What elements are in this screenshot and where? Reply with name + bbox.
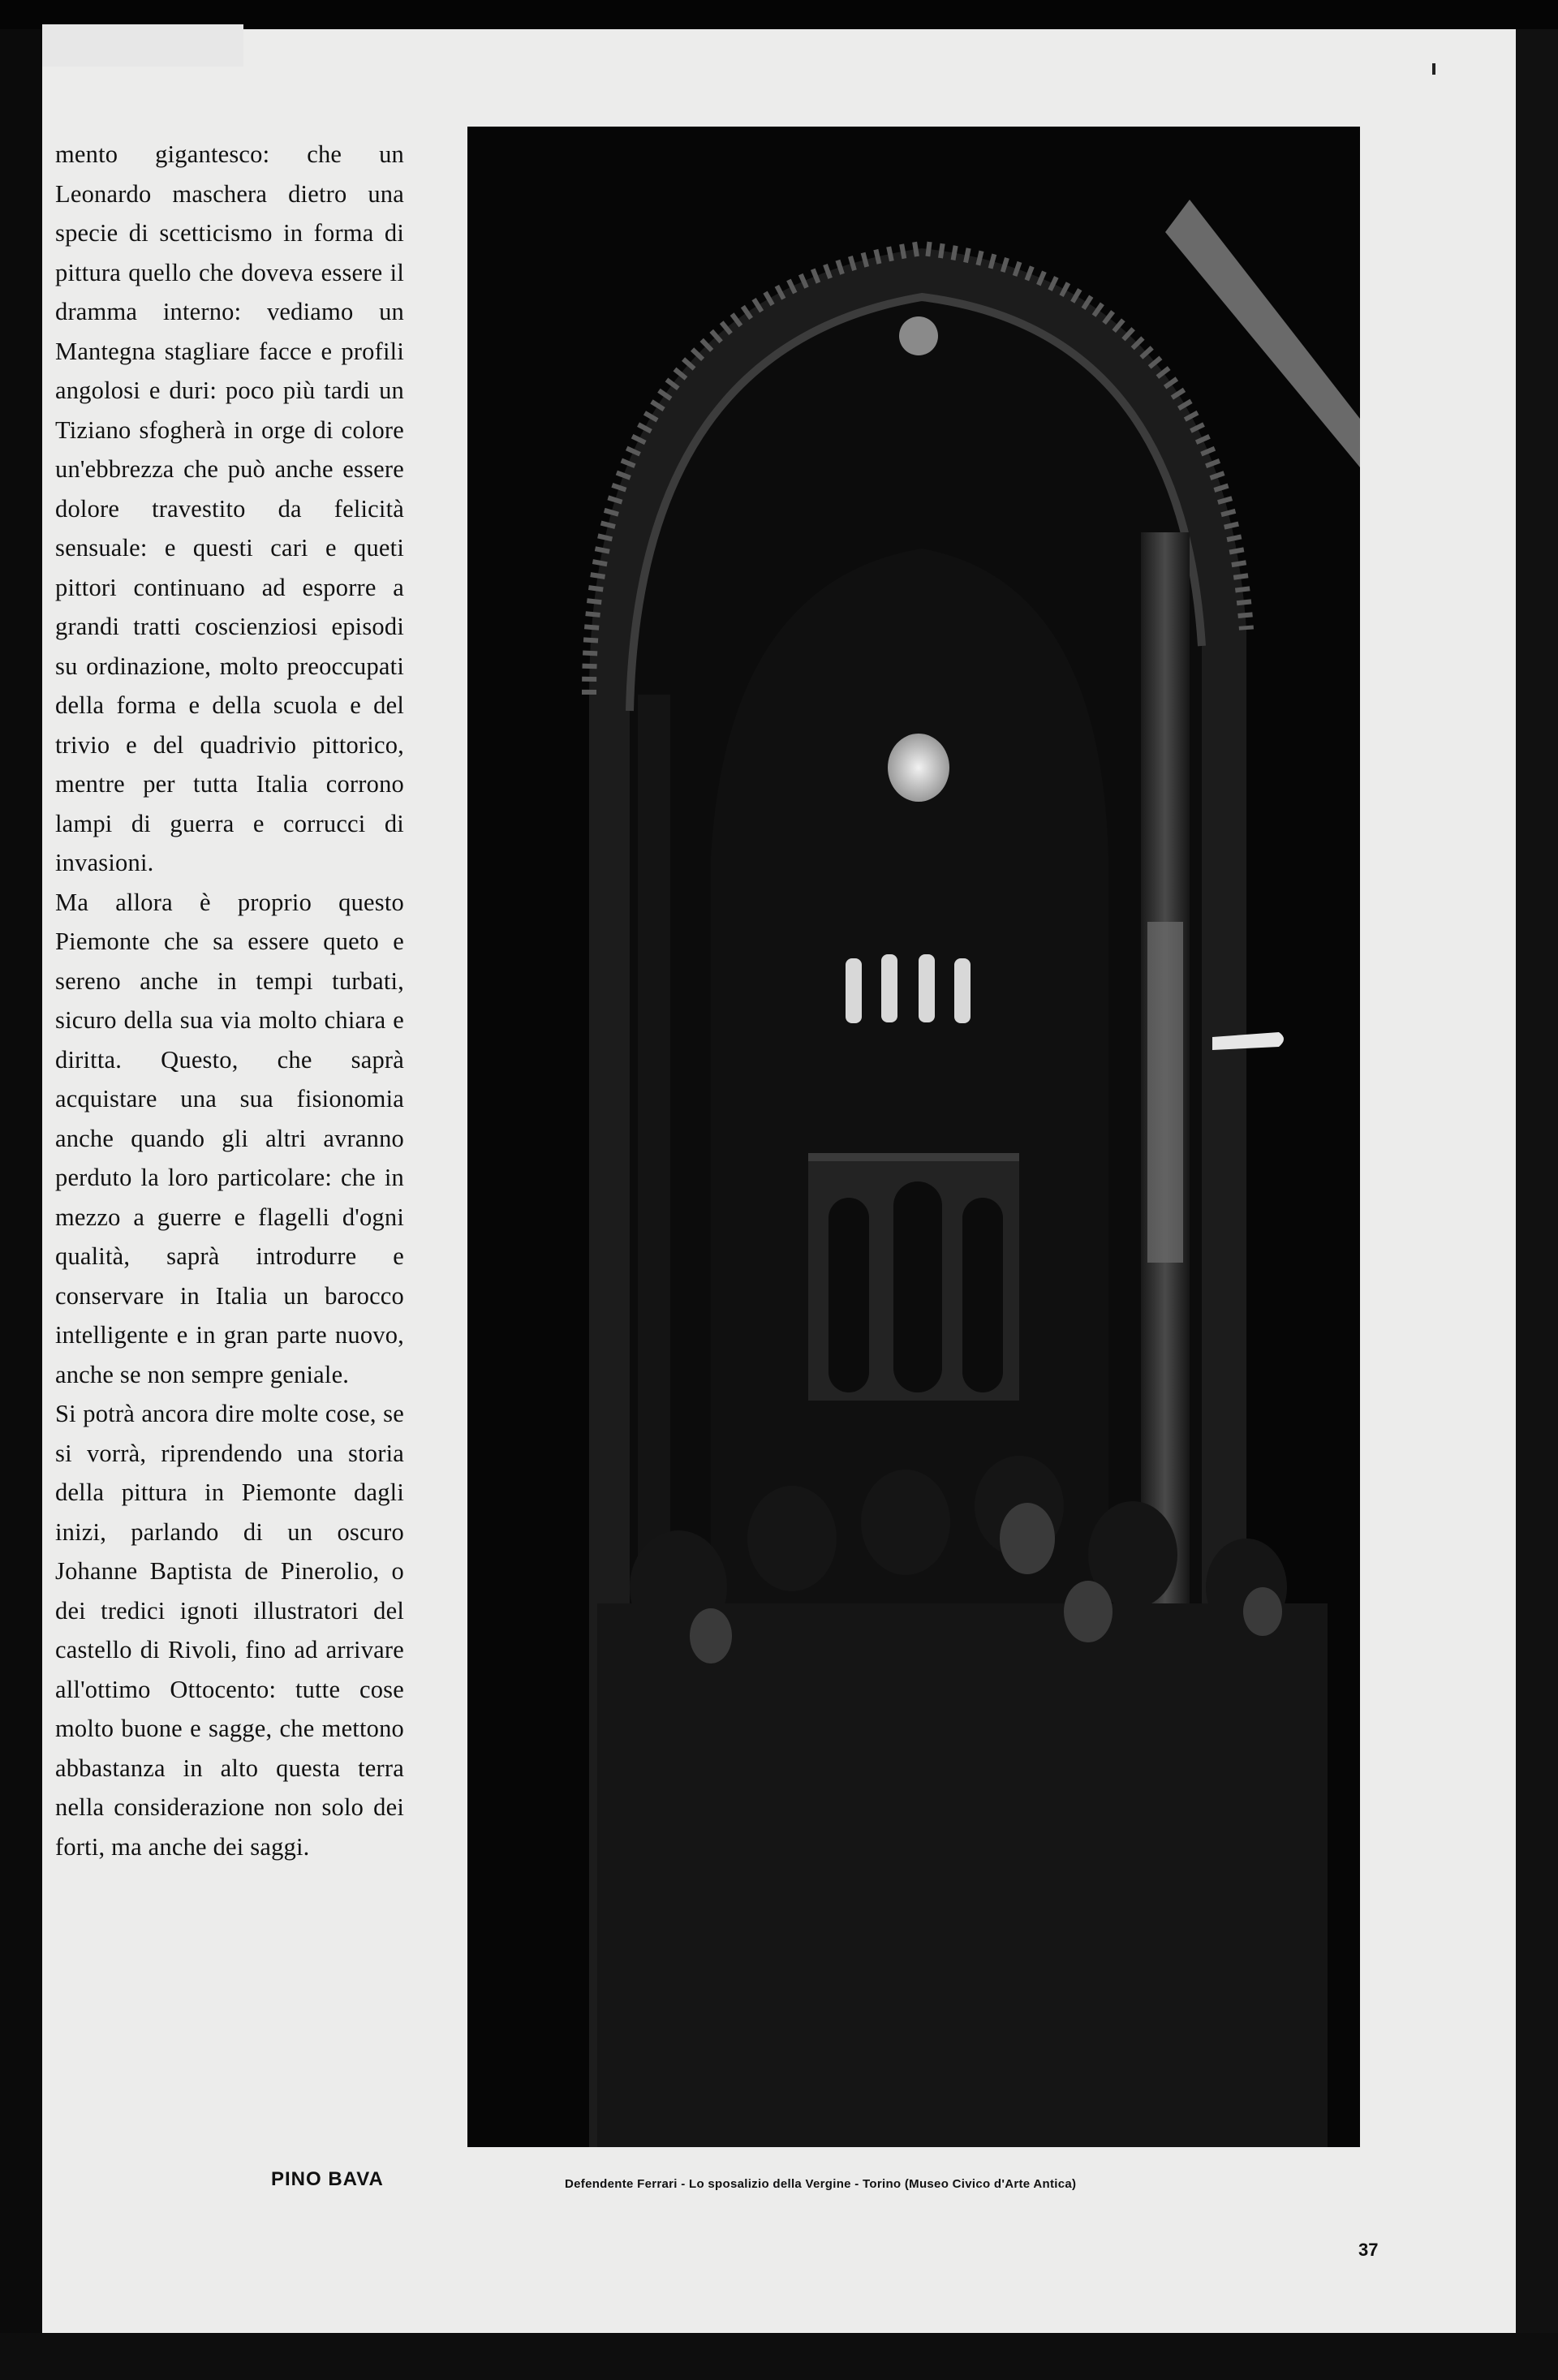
page-number: 37	[1358, 2240, 1379, 2260]
article-text-column	[55, 135, 404, 1866]
scan-frame-bottom	[0, 2333, 1558, 2380]
painting-plate	[467, 127, 1360, 2147]
article-paragraph: Ma allora è proprio questo Piemonte che sa essere queto e sereno anche in tempi turbati, sicuro della sua via molto chiara e diritta. Questo, che saprà acquistare una sua fisionomia anche quando gli altri avranno perduto la loro particolare: che in mezzo a guerre e flagelli d'ogni qualità, saprà introdurre e conservare in Italia un barocco intelligente e in gran parte nuovo, anche se non sempre geniale.	[55, 888, 404, 1388]
scan-frame-right	[1516, 29, 1558, 2380]
figure-caption: Defendente Ferrari - Lo sposalizio della Vergine - Torino (Museo Civico d'Arte Antica)	[565, 2177, 1077, 2191]
scan-mark	[1432, 63, 1435, 75]
article-paragraph: Si potrà ancora dire molte cose, se si vorrà, riprendendo una storia della pittura in Piemonte dagli inizi, parlando di un oscuro Johanne Baptista de Pinerolio, o dei tredici ignoti illustratori del castello di Rivoli, fino ad arrivare all'ottimo Ottocento: tutte cose molto buone e sagge, che mettono abbastanza in alto questa terra nella considerazione non solo dei forti, ma anche dei saggi.	[55, 1400, 404, 1861]
article-paragraph: mento gigantesco: che un Leonardo maschera dietro una specie di scetticismo in forma di pittura quello che doveva essere il dramma interno: vediamo un Mantegna stagliare facce e profili angolosi e duri: poco più tardi un Tiziano sfogherà in orge di colore un'ebbrezza che può anche essere dolore travestito da felicità sensuale: e questi cari e queti pittori continuano ad esporre a grandi tratti coscienziosi episodi su ordinazione, molto preoccupati della forma e della scuola e del trivio e del quadrivio pittorico, mentre per tutta Italia corrono lampi di guerra e corrucci di invasioni.	[55, 140, 404, 876]
scan-corner-patch	[42, 24, 243, 67]
author-signature: PINO BAVA	[271, 2168, 384, 2190]
painting-image	[467, 127, 1360, 2147]
